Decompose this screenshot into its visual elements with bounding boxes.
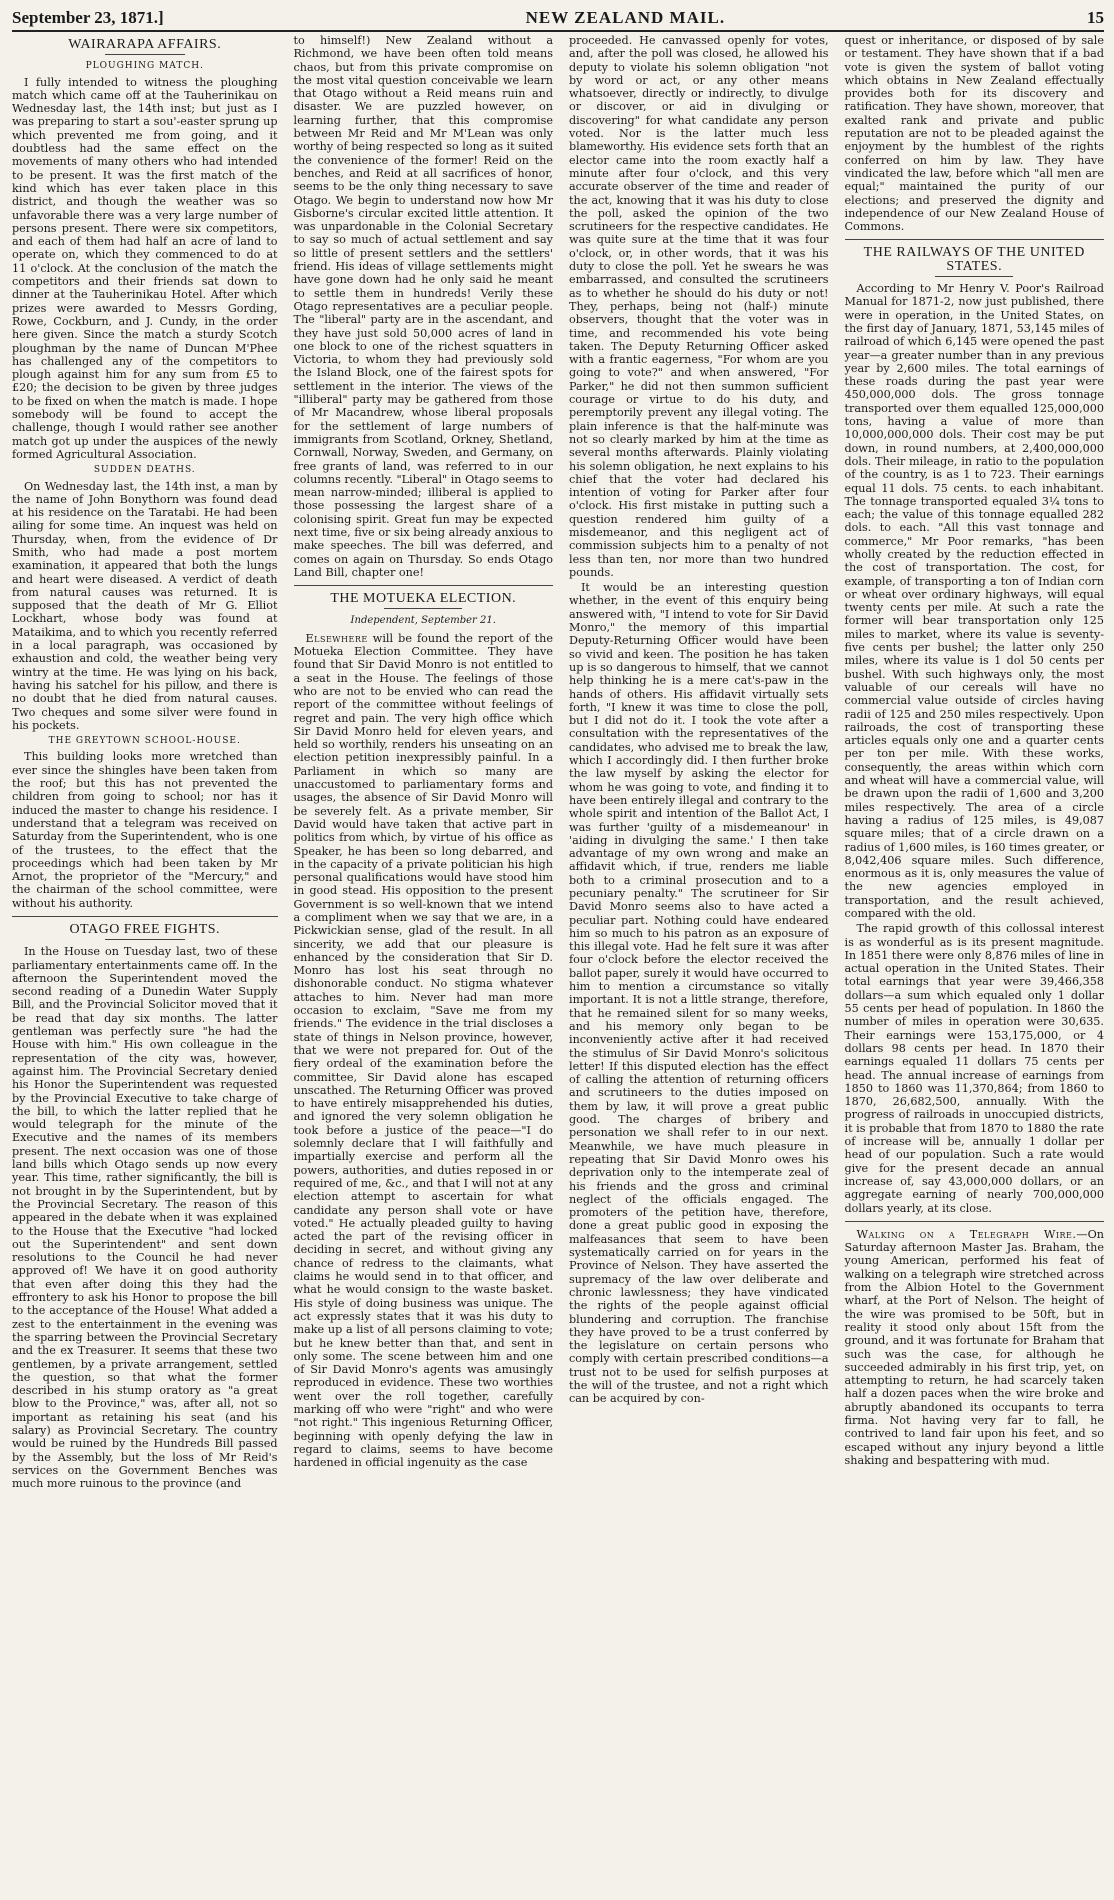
paper-title: NEW ZEALAND MAIL. xyxy=(525,8,726,27)
column-3 xyxy=(563,34,829,1896)
motueka-text-a: will be found the report of the Motueka Election Committee. They have found that Sir David Monro is not entitled to a seat in the House. The feelings of those who are not to be envied who can read the report of the committee without feelings of regret and pain. The very high office which Sir David Monro held for eleven years, and held so worthily, renders his unseating on an election petition inexpressibly painful. In a Parliament in which so many are unaccustomed to parliamentary forms and usages, the absence of Sir David Monro will be severely felt. As a private member, Sir David would have taken that active part in politics from which, by virtue of his office as Speaker, he has been so long debarred, and in the capacity of a private politician his high personal qualifications would have stood him in good stead. His opposition to the present Government is so well-known that we intend a compliment when we say that we are, in a Pickwickian sense, glad of the result. In all sincerity, we add that our pleasure is enhanced by the consideration that Sir D. Monro has lost his seat through no dishonorable conduct. No stigma whatever attaches to him. Never had man more occasion to exclaim, "Save me from my friends." The evidence in the trial discloses a state of things in Nelson province, however, that we were not prepared for. Out of the fiery ordeal of the examination before the committee, Sir David alone has escaped unscathed. The Returning Officer was proved to have entirely misapprehended his duties, and ignored the very solemn obligation he took before a justice of the peace—"I do solemnly declare that I will faithfully and impartially exercise and perform all the powers, authorities, and duties reposed in or required of me, &c., and that I will not at any election attempt to ascertain for what candidate any person shall vote or have voted." He actually pleaded guilty to having acted the part of the revising officer in deciding in secret, and without giving any chance of redress to the claimants, what claims he would send in to that officer, and what he would consign to the waste basket. His style of doing business was unique. The act expressly states that it was his duty to make up a list of all persons claiming to vote; but he knew better than that, and sent in only some. The scene between him and one of Sir David Monro's agents was amusingly reproduced in evidence. These two worthies went over the roll together, carefully marking off who were "right" and who were "not right." This ingenious Returning Officer, beginning with openly defying the law in regard to claims, seems to have become hardened in official ingenuity as the case xyxy=(293,631,553,1470)
wairarapa-heading: WAIRARAPA AFFAIRS. xyxy=(68,37,222,52)
issue-date: September 23, 1871.] xyxy=(12,8,164,27)
motueka-text-b: proceeded. He canvassed openly for votes, and, after the poll was closed, he allowed his deputy to violate his solemn obligation "not by word or act, or any other means whatsoever, directly or indirectly, to divulge or discover, or aid in divulging or discovering" for what candidate any person voted. Nor is the latter much less blameworthy. His evidence sets forth that an elector came into the room exactly half a minute after four o'clock, and this very accurate observer of the time and reader of the act, knowing that it was his duty to close the poll, asked the opinion of the two scrutineers for the respective candidates. He was quite sure at the time that it was four o'clock, or, in other words, that it was his duty to close the poll. Yet he swears he was embarrassed, and consulted the scrutineers as to whether he should do his duty or not! They, perhaps, being not (half-) minute observers, thought that the voter was in time, and recommended his vote being taken. The Deputy Returning Officer asked with a frantic eagerness, "For whom are you going to vote?" and when answered, "For Parker," he did not then summon sufficient courage or virtue to do his duty, and peremptorily prevent any illegal voting. The plain inference is that the half-minute was not so clearly marked by him at the time as several months afterwards. Plainly violating his solemn obligation, he next explains to his chief that the voter had declared his intention of voting for Parker after four o'clock. His first mistake in putting such a question rendered him guilty of a misdemeanor, and this negligent act of commission subjects him to a penalty of not less than ten, nor more than two hundred pounds. xyxy=(569,34,829,579)
ploughing-text: I fully intended to witness the ploughing match which came off at the Tauherinikau on Wednesday last, the 14th inst; but just as I was preparing to start a sou'-easter sprung up which prevented me from going, and it doubtless had the same effect on the movements of many others who had intended to be present. It was the first match of the kind which has ever taken place in this district, and though the weather was so unfavorable there was a very large number of persons present. There were six competitors, and each of them had half an acre of land to operate on, which they commenced to do at 11 o'clock. At the conclusion of the match the competitors and their friends sat down to dinner at the Tauherinikau Hotel. After which prizes were awarded to Messrs Gording, Rowe, Cockburn, and J. Cundy, in the order here given. Since the match a sturdy Scotch ploughman by the name of Duncan M'Phee has challenged any of the competitors to plough against him for any sum from £5 to £20; the decision to be given by three judges to be fixed on when the match is made. I hope somebody will be found to accept the challenge, though I would rather see another match got up under the auspices of the newly formed Agricultural Association. xyxy=(12,75,278,461)
column-4 xyxy=(839,34,1105,1896)
telegraph-text: —On Saturday afternoon Master Jas. Braham, the young American, performed his feat of walking on a telegraph wire stretched across from the Albion Hotel to the Government wharf, at the Port of Nelson. The height of the wire was promised to be 50ft, but in reality it stood only about 15ft from the ground, and it was fortunate for Braham that such was the case, for although he succeeded admirably in his first trip, yet, on attempting to return, he had scarcely taken half a dozen paces when the wire broke and abruptly abandoned its occupants to terra firma. Not having very far to fall, he contrived to land fair upon his feet, and so escaped without any injury beyond a little shaking and bespattering with mud. xyxy=(844,1227,1104,1467)
masthead xyxy=(12,6,1104,32)
divider xyxy=(935,276,1013,277)
school-text: This building looks more wretched than ever since the shingles have been taken from the roof; but this has not prevented the children from going to school; nor has it induced the master to change his residence. I understand that a telegram was received on Saturday from the Superintendent, who is one of the trustees, to the effect that the proceedings which had been taken by Mr Arnot, the proprietor of the "Mercury," and the chairman of the school committee, were without his authority. xyxy=(12,750,278,910)
school-subheading: THE GREYTOWN SCHOOL-HOUSE. xyxy=(48,736,241,747)
divider xyxy=(845,1221,1105,1222)
deaths-text: On Wednesday last, the 14th inst, a man by the name of John Bonythorn was found dead at his residence on the Taratabi. He had been ailing for some time. An inquest was held on Thursday, when, from the evidence of Dr Smith, who had made a post mortem examination, it appeared that both the lungs and heart were diseased. A verdict of death from natural causes was returned. It is supposed that the death of Mr G. Elliot Lockhart, whose body was found at Mataikima, and to which you recently referred in a local paragraph, was occasioned by exhaustion and cold, the weather being very wintry at the time. He was lying on his back, having his satchel for his pillow, and there is no doubt that he died from natural causes. Two cheques and some silver were found in his pockets. xyxy=(12,479,278,732)
motueka-text-d: quest or inheritance, or disposed of by sale or testament. They have shown that if a bad vote is given the system of ballot voting which obtains in New Zealand effectually provides both for its discovery and ratification. They have shown, moreover, that exalted rank and private and public reputation are not to be pleaded against the enjoyment by the humblest of the rights conferred on him by law. They have vindicated the law, before which "all men are equal;" maintained the purity of our elections; and preserved the dignity and independence of our New Zealand House of Commons. xyxy=(844,34,1104,234)
railways-text-a: According to Mr Henry V. Poor's Railroad Manual for 1871-2, now just published, there were in operation, in the United States, on the first day of January, 1871, 53,145 miles of railroad of which 6,145 were opened the past year—a greater number than in any previous year by 2,600 miles. The total earnings of these roads during the past year were 450,000,000 dols. The gross tonnage transported over them equalled 125,000,000 tons, having a value of more than 10,000,000,000 dols. Their cost may be put down, in round numbers, at 2,400,000,000 dols. Their mileage, in ratio to the population of the country, is as 1 to 723. Their earnings equal 11 dols. 75 cents. to each inhabitant. The tonnage transported equaled 3¼ tons to each; the value of this tonnage equalled 282 dols. to each. "All this vast tonnage and commerce," Mr Poor remarks, "has been wholly created by the reduction effected in the cost of transportation. The cost, for example, of transporting a ton of Indian corn or wheat over ordinary highways, will equal twenty cents per mile. At such a rate the former will bear transportation only 125 miles to market, where its value is seventy-five cents per bushel; the latter only 250 miles, where its value is 1 dol 50 cents per bushel. With such highways only, the most valuable of our cereals will have no commercial value outside of circles having radii of 125 and 250 miles respectively. Upon railroads, the cost of transporting these articles equals only one and a quarter cents per ton per mile. With these works, consequently, the areas within which corn and wheat will have a commercial value, will be drawn upon the radii of 1,600 and 3,200 miles respectively. The area of a circle having a radius of 125 miles, is 49,087 square miles; that of a circle drawn on a radius of 1,600 miles, is 160 times greater, or 8,042,406 square miles. Such difference, enormous as it is, only measures the value of the new agencies employed in transportation, and the result achieved, compared with the old. xyxy=(844,282,1104,920)
otago-text-b: to himself!) New Zealand without a Richmond, we have been often told means chaos, but from this private compromise on the most vital question conceivable we learn that Otago without a Reid means ruin and disaster. We are puzzled however, on learning further, that this compromise between Mr Reid and Mr M'Lean was only worthy of being respected so long as it suited the convenience of the former! Reid on the benches, and Reid at all sacrifices of honor, seems to be the only thing necessary to save Otago. We begin to understand now how Mr Gisborne's circular excited little attention. It was unpardonable in the Colonial Secretary to say so much of actual settlement and say so little of present settlers and the settlers' friend. His ideas of village settlements might have gone down had he only said he meant to settle them in hundreds! Verily these Otago representatives are a peculiar people. The "liberal" party are in the ascendant, and they have just sold 50,000 acres of land in one block to one of the richest squatters in Victoria, to whom they had previously sold the Island Block, one of the fairest spots for settlement in the interior. The views of the "illiberal" party may be gathered from those of Mr Macandrew, whose liberal proposals for the settlement of large numbers of immigrants from Scotland, Orkney, Shetland, Cornwall, Norway, Sweden, and Germany, on free grants of land, was referred to in our columns recently. "Liberal" in Otago seems to mean narrow-minded; illiberal is applied to those possessing the largest share of a colonising spirit. Great fun may be expected next time, five or six being already anxious to make speeches. The bill was deferred, and comes on again on Thursday. So ends Otago Land Bill, chapter one! xyxy=(293,34,553,579)
motueka-heading: THE MOTUEKA ELECTION. xyxy=(330,591,517,607)
motueka-leadin: Elsewhere xyxy=(305,631,368,645)
otago-text-a: In the House on Tuesday last, two of these parliamentary entertainments came off. In the afternoon the Superintendent moved the second reading of a Dunedin Water Supply Bill, and the Provincial Solicitor moved that it be read that day six months. The latter gentleman was perfectly sure "he had the House with him." His own colleague in the representation of the city was, however, against him. The Provincial Secretary denied his Honor the Superintendent was requested by the Provincial Executive to take charge of the bill, to which the latter replied that he would telegraph for the minute of the Executive and the names of its members present. The next occasion was one of those land bills which Otago sends up now every year. This time, rather significantly, the bill is not brought in by the Superintendent, but by the Provincial Secretary. The reason of this appeared in the debate when it was explained to the House that the Executive "had locked out the Superintendent" and sent down resolutions to the Council he had never approved of! We have it on good authority that even after doing this they had the effrontery to ask his Honor to propose the bill to the acceptance of the House! What added a zest to the entertainment in the evening was the sparring between the Provincial Secretary and the ex Treasurer. It seems that these two gentlemen, by a private arrangement, settled the question, so that what the former described in his stump oratory as "a great blow to the Province," was, after all, not so important as retaining his seat (and his salary) as Provincial Secretary. The country would be ruined by the Hundreds Bill passed by the Assembly, but the loss of Mr Reid's services on the Government Benches was much more ruinous to the province (and xyxy=(12,945,278,1491)
motueka-dateline: Independent, September 21. xyxy=(350,615,496,627)
divider xyxy=(105,54,185,55)
telegraph-leadin: Walking on a Telegraph Wire. xyxy=(856,1227,1077,1241)
divider xyxy=(384,608,462,609)
ploughing-subheading: PLOUGHING MATCH. xyxy=(85,61,204,72)
telegraph-paragraph xyxy=(845,1228,1105,1467)
divider xyxy=(12,916,278,917)
railways-text-b: The rapid growth of this collossal interest is as wonderful as is its present magnitude. In 1851 there were only 8,876 miles of line in actual operation in the United States. Their total earnings that year were 39,466,358 dollars—a sum which equaled only 1 dollar 55 cents per head of population. In 1860 the number of miles in operation were 30,635. Their earnings were 153,175,000, or 4 dollars 98 cents per head. In 1870 their earnings equaled 11 dollars 75 cents per head. The annual increase of earnings from 1850 to 1860 was 11,370,864; from 1860 to 1870, 26,682,500, annually. With the progress of railroads in unoccupied districts, it is probable that from 1870 to 1880 the rate of increase will be, annually 1 dollar per head of our population. Such a rate would give for the present decade an annual increase of, say 43,000,000 dollars, or an aggregate earning of nearly 700,000,000 dollars yearly, at its close. xyxy=(844,922,1104,1215)
page-number: 15 xyxy=(1086,8,1104,27)
deaths-subheading: SUDDEN DEATHS. xyxy=(93,465,196,476)
motueka-paragraph xyxy=(294,632,554,1470)
column-grid xyxy=(12,34,1104,1896)
otago-heading: OTAGO FREE FIGHTS. xyxy=(69,922,221,937)
motueka-text-c: It would be an interesting question whether, in the event of this enquiry being answered with, "I intend to vote for Sir David Monro," the memory of this impartial Deputy-Returning Officer would have been so vivid and keen. The position he has taken up is so dangerous to himself, that we cannot help thinking he is a mere cat's-paw in the hands of others. His affidavit virtually sets forth, "I knew it was time to close the poll, but I did not do it. I took the vote after a consultation with the representatives of the candidates, who advised me to break the law, which I accordingly did. I then further broke the law myself by asking the elector for whom he was going to vote, and finding it to have been entirely illegal and contrary to the whole spirit and intention of the Ballot Act, I was further 'guilty of a misdemeanour' in 'aiding in divulging the same.' I then take advantage of my own wrong and make an affidavit which, if true, renders me liable both to a criminal prosecution and to a pecuniary penalty." The scrutineer for Sir David Monro seems also to have acted a peculiar part. Nothing could have endeared him so much to his patron as an exposure of this illegal vote. Had he felt sure it was after four o'clock before the elector received the ballot paper, surely it would have occurred to him to mention a circumstance so vitally important. It is not a little strange, therefore, that he remained silent for so many weeks, and his memory only began to be inconveniently active after it had received the stimulus of Sir David Monro's solicitous letter! If this disputed election has the effect of calling the attention of returning officers and scrutineers to the duties imposed on them by law, it will prove a great public good. The charges of bribery and personation we shall refer to in our next. Meanwhile, we have much pleasure in repeating that Sir David Monro owes his deprivation only to the intemperate zeal of his friends and the gross and criminal neglect of the officials engaged. The promoters of the petition have, therefore, done a great public good in exposing the malfeasances that seem to have been systematically carried on for years in the Province of Nelson. They have asserted the supremacy of the law over deliberate and chronic lawlessness; they have vindicated the rights of the people against official blundering and corruption. The franchise they have proved to be a trust conferred by the legislature on certain persons who comply with certain prescribed conditions—a trust not to be used for selfish purposes at the will of the trustee, and not a right which can be acquired by con- xyxy=(569,581,829,1406)
divider xyxy=(845,239,1105,240)
divider xyxy=(105,939,185,940)
divider xyxy=(294,585,554,586)
column-2 xyxy=(288,34,554,1896)
railways-heading: THE RAILWAYS OF THE UNITED STATES. xyxy=(863,245,1085,274)
column-1 xyxy=(12,34,278,1896)
